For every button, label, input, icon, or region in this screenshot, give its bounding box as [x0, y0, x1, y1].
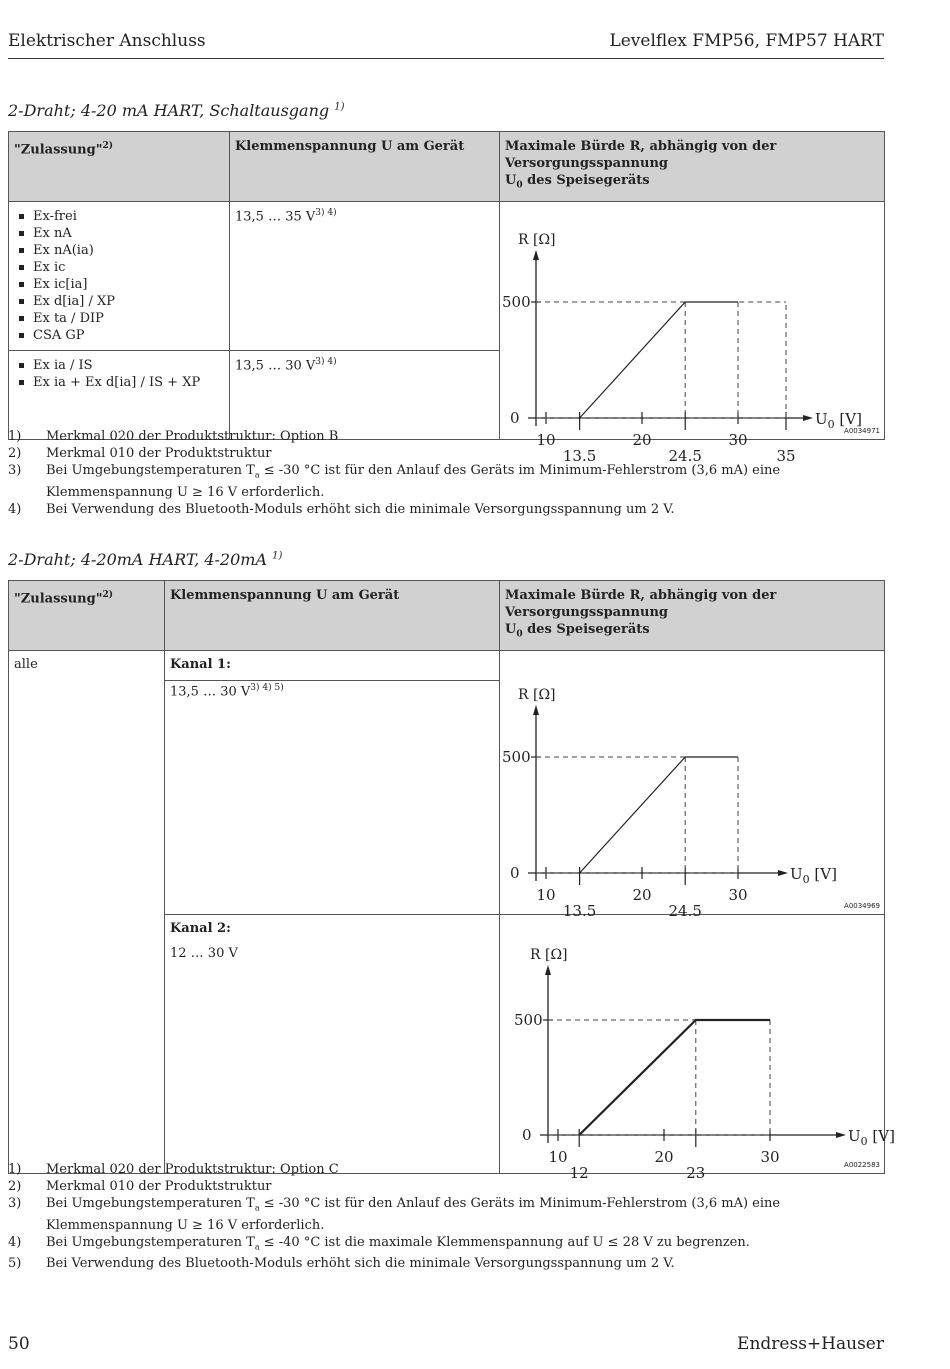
footnote-subscript: a — [254, 1242, 260, 1252]
footnote-text: ≤ -40 °C ist die maximale Klemmenspannung auf U ≤ 28 V zu begrenzen. — [259, 1234, 750, 1250]
chart-cell-3 — [500, 914, 895, 1182]
footnote — [8, 1255, 884, 1272]
y-tick-label: 500 — [502, 292, 531, 311]
approval-list — [14, 208, 224, 344]
kanal1-voltage — [165, 681, 499, 701]
x-tick-label: 20 — [632, 430, 652, 449]
page-number: 50 — [8, 1334, 30, 1354]
approval-item: Ex ia / IS — [14, 357, 224, 374]
chart-cell-1 — [500, 201, 885, 465]
footnote-number: 2) — [8, 1179, 22, 1194]
x-axis-arrow — [778, 870, 788, 876]
y-axis-label: R [Ω] — [518, 686, 556, 703]
x-tick-label: 20 — [632, 885, 652, 904]
footnote-text: Merkmal 010 der Produktstruktur — [46, 446, 272, 461]
kanal1-voltage-cell — [165, 650, 500, 914]
approval-cell: alle — [9, 650, 165, 1173]
chapter-title: Elektrischer Anschluss — [8, 31, 206, 51]
footnote-text: ≤ -30 °C ist für den Anlauf des Geräts im Minimum-Fehlerstrom (3,6 mA) eine Klemmenspannung U ≥ 16 V erforderlich. — [46, 463, 781, 500]
footnote-text: Bei Umgebungstemperaturen T — [46, 1234, 255, 1250]
y-tick-label: 500 — [502, 747, 531, 766]
table-header-row — [9, 132, 885, 202]
footnote-number: 1) — [8, 429, 22, 444]
col-zulassung-label: "Zulassung" — [14, 591, 103, 607]
voltage-value: 13,5 … 35 V — [235, 208, 316, 224]
kanal2-voltage-cell — [165, 914, 500, 1173]
x-tick-label: 12 — [569, 1163, 589, 1182]
approval-item: Ex-frei — [14, 208, 224, 225]
x-tick-label: 23 — [686, 1163, 706, 1182]
table-row — [9, 650, 885, 914]
x-tick-label: 10 — [548, 1147, 568, 1166]
approval-item: Ex ta / DIP — [14, 310, 224, 327]
section1-title-text: 2-Draht; 4-20 mA HART, Schaltausgang — [8, 101, 330, 120]
image-id: A0022583 — [844, 1160, 880, 1169]
col-buerde — [500, 581, 885, 651]
approval-item: Ex nA(ia) — [14, 242, 224, 259]
footnote — [8, 462, 884, 501]
col-zulassung — [9, 581, 165, 651]
footnote — [8, 1234, 884, 1256]
col-buerde-u: U — [505, 173, 517, 188]
y-tick-label: 0 — [522, 1125, 532, 1144]
y-axis-label: R [Ω] — [530, 946, 568, 963]
approval-cell — [9, 351, 230, 439]
col-buerde — [500, 132, 885, 202]
load-chart-1 — [500, 202, 884, 465]
footnote — [8, 1161, 884, 1178]
header-rule — [8, 58, 884, 59]
footnote-text: Bei Umgebungstemperaturen T — [46, 1196, 255, 1211]
kanal1-voltage-value: 13,5 … 30 V — [170, 683, 251, 699]
col-buerde-rest: des Speisegeräts — [522, 173, 650, 188]
x-tick-label: 24.5 — [668, 446, 702, 465]
x-tick-label: 30 — [728, 885, 748, 904]
footnote-number: 5) — [8, 1256, 22, 1272]
col-zulassung-sup: 2) — [102, 590, 114, 600]
table-header-row — [9, 581, 885, 651]
section1-title-sup: 1) — [334, 101, 345, 113]
footnote — [8, 1178, 884, 1195]
x-tick-label: 20 — [654, 1147, 674, 1166]
approval-item: Ex ia + Ex d[ia] / IS + XP — [14, 374, 224, 391]
y-tick-label: 500 — [514, 1010, 543, 1029]
footnote-number: 3) — [8, 1196, 22, 1211]
col-buerde-u: U — [505, 622, 517, 637]
x-tick-label: 35 — [776, 446, 796, 465]
footnote-text: Merkmal 020 der Produktstruktur: Option C — [46, 1162, 339, 1177]
load-line — [579, 1020, 770, 1135]
brand-name: Endress+Hauser — [737, 1334, 884, 1354]
col-buerde-line1: Maximale Bürde R, abhängig von der Versorgungsspannung — [505, 139, 777, 171]
x-tick-label: 24.5 — [668, 901, 702, 920]
load-chart-2 — [500, 677, 884, 920]
footnote-number: 3) — [8, 463, 22, 478]
x-tick-label: 13.5 — [562, 446, 597, 465]
section2-table — [8, 580, 895, 1182]
col-zulassung — [9, 132, 230, 202]
x-tick-label: 10 — [536, 430, 556, 449]
approval-list — [14, 357, 224, 391]
x-axis-label: $U_0$ [V] — [815, 409, 862, 431]
footnote — [8, 501, 884, 518]
approval-item: Ex d[ia] / XP — [14, 293, 224, 310]
footnote-text: Bei Umgebungstemperaturen T — [46, 463, 255, 478]
footnote — [8, 1195, 884, 1234]
col-buerde-line1: Maximale Bürde R, abhängig von der Versorgungsspannung — [505, 588, 777, 620]
footnote — [8, 445, 884, 462]
kanal1-voltage-sup: 3) 4) 5) — [250, 682, 284, 693]
footnote-number: 4) — [8, 501, 22, 517]
kanal1-label: Kanal 1: — [165, 651, 500, 681]
y-axis-arrow — [533, 705, 539, 715]
table-row — [9, 201, 885, 351]
approval-item: Ex ic[ia] — [14, 276, 224, 293]
footnote-text: ≤ -30 °C ist für den Anlauf des Geräts im Minimum-Fehlerstrom (3,6 mA) eine Klemmenspannung U ≥ 16 V erforderlich. — [46, 1196, 781, 1233]
y-tick-label: 0 — [510, 408, 520, 427]
voltage-sup: 3) 4) — [315, 357, 337, 368]
footnote-number: 4) — [8, 1234, 22, 1250]
kanal2-spacer — [500, 915, 884, 941]
col-buerde-rest: des Speisegeräts — [522, 622, 650, 637]
image-id: A0034969 — [844, 901, 880, 910]
footnote-text: Bei Verwendung des Bluetooth-Moduls erhöht sich die minimale Versorgungsspannung um 2 V. — [46, 501, 675, 517]
footnotes-1 — [8, 428, 884, 518]
section2-title-sup: 1) — [272, 550, 283, 562]
col-klemmenspannung: Klemmenspannung U am Gerät — [165, 581, 500, 651]
col-buerde-sub: 0 — [516, 180, 523, 191]
load-chart-3 — [500, 941, 895, 1182]
load-line — [580, 302, 738, 418]
section2-title — [8, 550, 282, 569]
x-tick-label: 30 — [728, 430, 748, 449]
approval-item: CSA GP — [14, 327, 224, 344]
voltage-cell — [230, 351, 500, 439]
col-buerde-sub: 0 — [516, 629, 523, 640]
footnote-subscript: a — [254, 470, 260, 480]
kanal2-voltage: 12 … 30 V — [170, 945, 238, 961]
approval-item: Ex ic — [14, 259, 224, 276]
x-axis-label: $U_0$ [V] — [848, 1126, 895, 1148]
kanal2-label: Kanal 2: — [170, 920, 231, 936]
product-title: Levelflex FMP56, FMP57 HART — [609, 31, 884, 51]
approval-cell — [9, 201, 230, 351]
x-tick-label: 13.5 — [562, 901, 597, 920]
section1-title — [8, 101, 344, 120]
y-axis-arrow — [533, 250, 539, 260]
image-id: A0034971 — [844, 426, 880, 435]
footnote-text: Bei Verwendung des Bluetooth-Moduls erhöht sich die minimale Versorgungsspannung um 2 V. — [46, 1256, 675, 1272]
x-axis-arrow — [836, 1132, 846, 1138]
kanal1-spacer — [500, 651, 884, 677]
x-tick-label: 10 — [536, 885, 556, 904]
load-line — [580, 757, 738, 873]
voltage-cell — [230, 201, 500, 351]
x-axis-label: $U_0$ [V] — [790, 864, 837, 886]
col-zulassung-sup: 2) — [102, 141, 114, 151]
footnote — [8, 428, 884, 445]
footnote-text: Merkmal 020 der Produktstruktur: Option B — [46, 429, 339, 444]
chart-cell-2 — [500, 650, 885, 920]
y-tick-label: 0 — [510, 863, 520, 882]
x-tick-label: 30 — [760, 1147, 780, 1166]
col-klemmenspannung: Klemmenspannung U am Gerät — [230, 132, 500, 202]
y-axis-label: R [Ω] — [518, 231, 556, 248]
footnote-subscript: a — [254, 1203, 260, 1213]
voltage-value: 13,5 … 30 V — [235, 358, 316, 374]
section2-title-text: 2-Draht; 4-20mA HART, 4-20mA — [8, 550, 268, 569]
footnote-number: 2) — [8, 446, 22, 461]
voltage-sup: 3) 4) — [315, 207, 337, 218]
x-axis-arrow — [803, 415, 813, 421]
footnotes-2 — [8, 1161, 884, 1272]
footnote-number: 1) — [8, 1162, 22, 1177]
col-zulassung-label: "Zulassung" — [14, 142, 103, 158]
approval-item: Ex nA — [14, 225, 224, 242]
footnote-text: Merkmal 010 der Produktstruktur — [46, 1179, 272, 1194]
y-axis-arrow — [545, 965, 551, 975]
